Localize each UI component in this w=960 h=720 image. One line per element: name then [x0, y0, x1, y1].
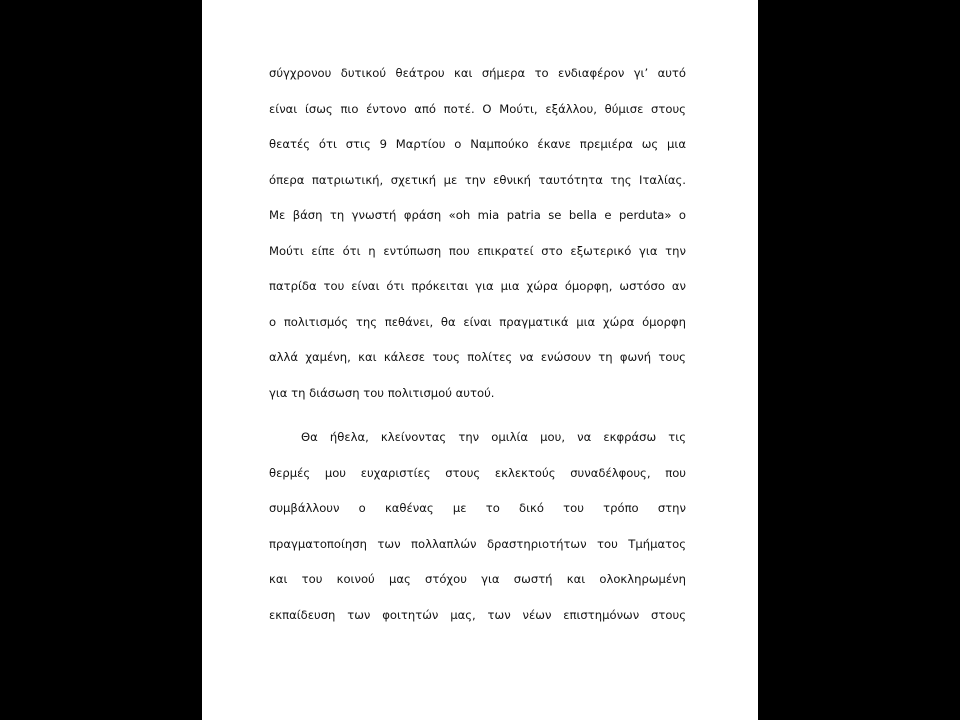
text-line: Θα ήθελα, κλείνοντας την ομιλία μου, να εκφράσω τις	[301, 430, 686, 444]
text-line: συμβάλλουν ο καθένας με το δικό του τρόπο στην	[269, 501, 686, 515]
body-text	[269, 56, 686, 633]
text-line: εκπαίδευση των φοιτητών μας, των νέων επιστημόνων στους	[269, 607, 686, 622]
text-line: θεατές ότι στις 9 Μαρτίου ο Ναμπούκο έκανε πρεμιέρα ως μια	[269, 137, 686, 151]
text-line: Με βάση τη γνωστή φράση «oh mia patria se bella e perduta» ο	[269, 208, 686, 222]
text-line: πατρίδα του είναι ότι πρόκειται για μια χώρα όμορφη, ωστόσο αν	[269, 279, 686, 293]
text-line: είναι ίσως πιο έντονο από ποτέ. Ο Μούτι, εξάλλου, θύμισε στους	[269, 101, 686, 116]
text-line: σύγχρονου δυτικού θεάτρου και σήμερα το ενδιαφέρον γι’ αυτό	[269, 66, 686, 80]
paragraph-2	[269, 420, 686, 633]
paragraph-1	[269, 56, 686, 411]
paragraph-spacer	[269, 411, 686, 420]
text-line: πραγματοποίηση των πολλαπλών δραστηριοτήτων του Τμήματος	[269, 536, 686, 551]
text-line: αλλά χαμένη, και κάλεσε τους πολίτες να ενώσουν τη φωνή τους	[269, 350, 686, 364]
text-line: για τη διάσωση του πολιτισμού αυτού.	[269, 385, 495, 400]
text-line: και του κοινού μας στόχου για σωστή και ολοκληρωμένη	[269, 572, 686, 586]
text-line: ο πολιτισμός της πεθάνει, θα είναι πραγματικά μια χώρα όμορφη	[269, 314, 686, 329]
text-line: Μούτι είπε ότι η εντύπωση που επικρατεί στο εξωτερικό για την	[269, 243, 686, 258]
document-page	[202, 0, 758, 720]
text-line: όπερα πατριωτική, σχετική με την εθνική ταυτότητα της Ιταλίας.	[269, 172, 686, 187]
text-line: θερμές μου ευχαριστίες στους εκλεκτούς συναδέλφους, που	[269, 465, 686, 480]
